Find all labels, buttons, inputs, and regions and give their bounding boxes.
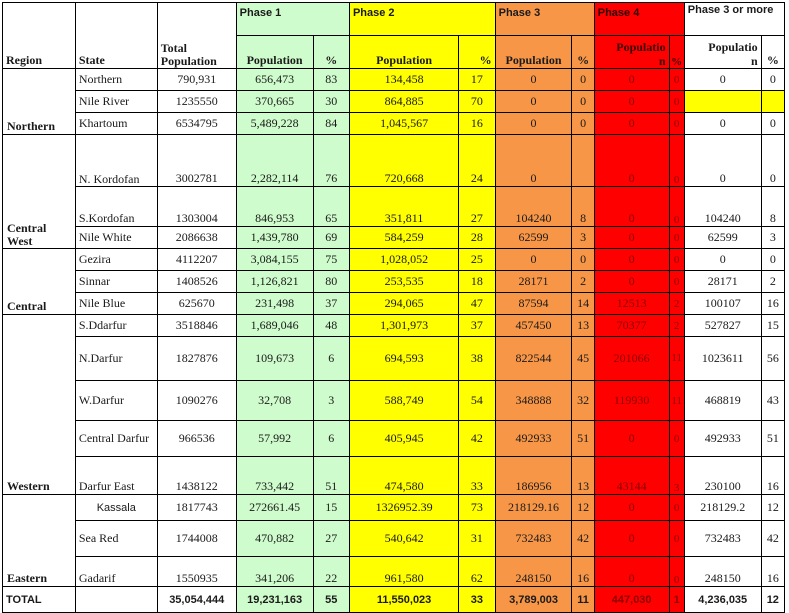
p3-cell: 0: [495, 69, 572, 91]
state-cell: Gadarif: [75, 557, 157, 587]
total-cell: 3002781: [157, 135, 236, 187]
p4-cell: 0: [594, 421, 669, 457]
total-row: [3, 587, 785, 613]
p1-cell: 470,882: [236, 521, 313, 557]
p3plus-cell: 0: [684, 113, 761, 135]
p2-cell: 864,885: [349, 91, 458, 113]
p1-cell: 109,673: [236, 337, 313, 381]
p4-cell: 0: [594, 91, 669, 113]
header-p4-population: [594, 36, 669, 69]
header-p2-pct: %: [459, 36, 495, 69]
p3plus-cell: 0: [684, 135, 761, 187]
p3plus-cell: 1023611: [684, 337, 761, 381]
p4-cell: 70377: [594, 315, 669, 337]
total-cell: 4112207: [157, 249, 236, 271]
p3plus-pct-cell: 15: [761, 315, 784, 337]
p4-pct-cell: 0: [669, 113, 684, 135]
header-p3plus-population-a: Populatio: [708, 40, 758, 54]
p3-pct-cell: 0: [572, 69, 594, 91]
p2-cell: 1,028,052: [349, 249, 458, 271]
p4-cell: 43144: [594, 457, 669, 495]
p3-pct-cell: 2: [572, 271, 594, 293]
p2-cell: 694,593: [349, 337, 458, 381]
p4-pct-cell: 11: [669, 381, 684, 421]
region-central-west: Central West: [3, 135, 76, 249]
region-western: Western: [3, 315, 76, 495]
total-cell: 1438122: [157, 457, 236, 495]
p3-pct-cell: 0: [572, 113, 594, 135]
p3-cell: 248150: [495, 557, 572, 587]
p4-cell: 201066: [594, 337, 669, 381]
total-p1-pct-cell: 55: [313, 587, 349, 613]
p3plus-cell: 0: [684, 249, 761, 271]
p1-cell: 3,084,155: [236, 249, 313, 271]
p3-cell: 87594: [495, 293, 572, 315]
p1-pct-cell: 76: [313, 135, 349, 187]
p1-pct-cell: 69: [313, 227, 349, 249]
p1-pct-cell: 83: [313, 69, 349, 91]
p1-cell: 272661.45: [236, 495, 313, 521]
p3plus-cell: 100107: [684, 293, 761, 315]
total-p1-cell: 19,231,163: [236, 587, 313, 613]
total-p2-cell: 11,550,023: [349, 587, 458, 613]
header-p3plus-population: [684, 36, 761, 69]
table-row: [3, 557, 785, 587]
total-total-cell: 35,054,444: [157, 587, 236, 613]
table-row: [3, 91, 785, 113]
total-cell: 1408526: [157, 271, 236, 293]
state-cell: Sea Red: [75, 521, 157, 557]
p2-cell: 720,668: [349, 135, 458, 187]
p1-cell: 1,126,821: [236, 271, 313, 293]
p4-cell: 119930: [594, 381, 669, 421]
p3plus-pct-cell: 0: [761, 113, 784, 135]
table-row: [3, 227, 785, 249]
p3plus-cell: 230100: [684, 457, 761, 495]
p3-pct-cell: 3: [572, 227, 594, 249]
table-row: [3, 421, 785, 457]
p2-cell: 1,301,973: [349, 315, 458, 337]
p3plus-pct-cell: 12: [761, 495, 784, 521]
p3-pct-cell: 0: [572, 91, 594, 113]
header-phase2: Phase 2: [349, 3, 495, 36]
state-cell: Kassala: [75, 495, 157, 521]
table-row: [3, 457, 785, 495]
table-row: [3, 315, 785, 337]
p3-cell: 492933: [495, 421, 572, 457]
p3-cell: 0: [495, 113, 572, 135]
p2-pct-cell: 18: [459, 271, 495, 293]
p1-pct-cell: 30: [313, 91, 349, 113]
total-cell: 625670: [157, 293, 236, 315]
p2-pct-cell: 31: [459, 521, 495, 557]
p3-pct-cell: 8: [572, 187, 594, 227]
p2-cell: 294,065: [349, 293, 458, 315]
p1-pct-cell: 75: [313, 249, 349, 271]
p3plus-pct-cell: 0: [761, 69, 784, 91]
p4-pct-cell: 0: [669, 69, 684, 91]
header-phase3: Phase 3: [495, 3, 594, 36]
p3-pct-cell: 13: [572, 457, 594, 495]
state-cell: Khartoum: [75, 113, 157, 135]
p4-pct-cell: 0: [669, 271, 684, 293]
table-row: [3, 69, 785, 91]
region-northern: Northern: [3, 69, 76, 135]
p2-cell: 351,811: [349, 187, 458, 227]
p1-pct-cell: 84: [313, 113, 349, 135]
p3-cell: 62599: [495, 227, 572, 249]
state-cell: W.Darfur: [75, 381, 157, 421]
p4-pct-cell: 11: [669, 337, 684, 381]
p4-cell: 0: [594, 271, 669, 293]
p2-cell: 134,458: [349, 69, 458, 91]
p1-pct-cell: 37: [313, 293, 349, 315]
p1-pct-cell: 80: [313, 271, 349, 293]
total-p3-cell: 3,789,003: [495, 587, 572, 613]
p3plus-pct-cell: 0: [761, 135, 784, 187]
p3-pct-cell: [572, 135, 594, 187]
p3-pct-cell: 13: [572, 315, 594, 337]
p1-cell: 231,498: [236, 293, 313, 315]
p4-cell: 0: [594, 187, 669, 227]
table-row: [3, 113, 785, 135]
state-cell: Northern: [75, 69, 157, 91]
p3-pct-cell: 12: [572, 495, 594, 521]
p3-pct-cell: 0: [572, 249, 594, 271]
p4-pct-cell: 0: [669, 495, 684, 521]
p4-cell: 0: [594, 113, 669, 135]
total-label: TOTAL: [3, 587, 76, 613]
p3-cell: 0: [495, 249, 572, 271]
p4-cell: 0: [594, 69, 669, 91]
p3plus-cell: 732483: [684, 521, 761, 557]
p4-pct-cell: 2: [669, 293, 684, 315]
p1-cell: 1,439,780: [236, 227, 313, 249]
p2-pct-cell: 62: [459, 557, 495, 587]
p4-pct-cell: 0: [669, 521, 684, 557]
p2-pct-cell: 27: [459, 187, 495, 227]
total-cell: 1303004: [157, 187, 236, 227]
p4-pct-cell: 0: [669, 91, 684, 113]
p3plus-pct-cell: 16: [761, 293, 784, 315]
p4-cell: 0: [594, 249, 669, 271]
p1-cell: 32,708: [236, 381, 313, 421]
p2-cell: 474,580: [349, 457, 458, 495]
p3plus-cell: 248150: [684, 557, 761, 587]
p4-pct-cell: 2: [669, 315, 684, 337]
p3plus-cell: 527827: [684, 315, 761, 337]
table-row: [3, 249, 785, 271]
header-p1-population: Population: [236, 36, 313, 69]
p1-cell: 370,665: [236, 91, 313, 113]
header-p2-population: Population: [349, 36, 458, 69]
p4-cell: 0: [594, 495, 669, 521]
p2-cell: 1,045,567: [349, 113, 458, 135]
p2-pct-cell: 47: [459, 293, 495, 315]
phase-population-table: [2, 2, 785, 613]
p1-pct-cell: 3: [313, 381, 349, 421]
p3-pct-cell: 32: [572, 381, 594, 421]
header-p4-pct: %: [669, 36, 684, 69]
p3-pct-cell: 45: [572, 337, 594, 381]
total-p2-pct-cell: 33: [459, 587, 495, 613]
p2-cell: 540,642: [349, 521, 458, 557]
header-p3plus-population-b: n: [750, 54, 758, 68]
p3-cell: 348888: [495, 381, 572, 421]
total-cell: 2086638: [157, 227, 236, 249]
total-cell: 1817743: [157, 495, 236, 521]
total-p3plus-pct-cell: 12: [761, 587, 784, 613]
header-region: Region: [3, 3, 76, 69]
p3plus-pct-cell: 8: [761, 187, 784, 227]
header-p4-population-a: Populatio: [616, 40, 666, 54]
p1-cell: 57,992: [236, 421, 313, 457]
region-eastern: Eastern: [3, 495, 76, 587]
p3-cell: 28171: [495, 271, 572, 293]
header-phase1: Phase 1: [236, 3, 349, 36]
p3plus-pct-cell: [761, 91, 784, 113]
table-row: [3, 521, 785, 557]
header-total-population: Total Population: [157, 3, 236, 69]
p3plus-pct-cell: 2: [761, 271, 784, 293]
p2-cell: 588,749: [349, 381, 458, 421]
p2-cell: 584,259: [349, 227, 458, 249]
p4-cell: 0: [594, 227, 669, 249]
p4-pct-cell: 0: [669, 135, 684, 187]
p3-cell: 0: [495, 135, 572, 187]
p1-pct-cell: 6: [313, 337, 349, 381]
p3-cell: 822544: [495, 337, 572, 381]
state-cell: Nile White: [75, 227, 157, 249]
p3plus-pct-cell: 16: [761, 557, 784, 587]
total-cell: 1550935: [157, 557, 236, 587]
p1-cell: 5,489,228: [236, 113, 313, 135]
header-p4-population-b: n: [658, 54, 666, 68]
p2-pct-cell: 37: [459, 315, 495, 337]
p3-cell: 218129.16: [495, 495, 572, 521]
p3plus-cell: [684, 91, 761, 113]
p1-pct-cell: 65: [313, 187, 349, 227]
p3plus-cell: 62599: [684, 227, 761, 249]
p2-pct-cell: 25: [459, 249, 495, 271]
total-p3-pct-cell: 11: [572, 587, 594, 613]
p3-cell: 0: [495, 91, 572, 113]
p1-pct-cell: 6: [313, 421, 349, 457]
p3plus-cell: 218129.2: [684, 495, 761, 521]
state-cell: Nile River: [75, 91, 157, 113]
p3plus-pct-cell: 43: [761, 381, 784, 421]
state-cell: Sinnar: [75, 271, 157, 293]
p3-cell: 457450: [495, 315, 572, 337]
p3-pct-cell: 16: [572, 557, 594, 587]
p4-pct-cell: 0: [669, 249, 684, 271]
state-cell: Darfur East: [75, 457, 157, 495]
p4-cell: 0: [594, 557, 669, 587]
p4-pct-cell: 3: [669, 457, 684, 495]
total-state-empty: [75, 587, 157, 613]
p3plus-cell: 468819: [684, 381, 761, 421]
p3-cell: 186956: [495, 457, 572, 495]
state-cell: Gezira: [75, 249, 157, 271]
p1-cell: 2,282,114: [236, 135, 313, 187]
state-cell: S.Kordofan: [75, 187, 157, 227]
p3-pct-cell: 42: [572, 521, 594, 557]
total-p4-pct-cell: 1: [669, 587, 684, 613]
p4-cell: 0: [594, 135, 669, 187]
p1-pct-cell: 22: [313, 557, 349, 587]
header-phase4: Phase 4: [594, 3, 684, 36]
p2-pct-cell: 28: [459, 227, 495, 249]
p1-pct-cell: 27: [313, 521, 349, 557]
p3-pct-cell: 51: [572, 421, 594, 457]
p4-cell: 0: [594, 521, 669, 557]
table-row: [3, 135, 785, 187]
p3plus-cell: 28171: [684, 271, 761, 293]
p2-pct-cell: 33: [459, 457, 495, 495]
state-cell: N. Kordofan: [75, 135, 157, 187]
header-p3-pct: %: [572, 36, 594, 69]
p3plus-pct-cell: 51: [761, 421, 784, 457]
total-cell: 1235550: [157, 91, 236, 113]
p1-pct-cell: 48: [313, 315, 349, 337]
table-row: [3, 187, 785, 227]
p3plus-pct-cell: 0: [761, 249, 784, 271]
p4-cell: 12513: [594, 293, 669, 315]
p3plus-cell: 0: [684, 69, 761, 91]
header-row-top: [3, 3, 785, 36]
p4-pct-cell: 0: [669, 227, 684, 249]
table-row: [3, 495, 785, 521]
p3plus-pct-cell: 42: [761, 521, 784, 557]
p2-pct-cell: 54: [459, 381, 495, 421]
p3-cell: 732483: [495, 521, 572, 557]
p2-pct-cell: 38: [459, 337, 495, 381]
p4-pct-cell: 0: [669, 187, 684, 227]
p2-cell: 253,535: [349, 271, 458, 293]
total-cell: 1090276: [157, 381, 236, 421]
header-state: State: [75, 3, 157, 69]
p2-pct-cell: 73: [459, 495, 495, 521]
state-cell: N.Darfur: [75, 337, 157, 381]
p2-cell: 405,945: [349, 421, 458, 457]
p1-cell: 846,953: [236, 187, 313, 227]
header-p3plus-pct: %: [761, 36, 784, 69]
state-cell: S.Ddarfur: [75, 315, 157, 337]
p3plus-pct-cell: 56: [761, 337, 784, 381]
p3plus-pct-cell: 3: [761, 227, 784, 249]
table-row: [3, 337, 785, 381]
table-row: [3, 271, 785, 293]
p2-pct-cell: 42: [459, 421, 495, 457]
p1-cell: 1,689,046: [236, 315, 313, 337]
p4-pct-cell: 0: [669, 557, 684, 587]
header-p3-population: Population: [495, 36, 572, 69]
p2-pct-cell: 24: [459, 135, 495, 187]
p1-pct-cell: 51: [313, 457, 349, 495]
total-cell: 790,931: [157, 69, 236, 91]
p1-pct-cell: 15: [313, 495, 349, 521]
header-phase3plus: Phase 3 or more: [684, 3, 784, 36]
table-row: [3, 381, 785, 421]
p4-pct-cell: 0: [669, 421, 684, 457]
total-cell: 1744008: [157, 521, 236, 557]
table-row: [3, 293, 785, 315]
total-cell: 3518846: [157, 315, 236, 337]
total-cell: 1827876: [157, 337, 236, 381]
state-cell: Central Darfur: [75, 421, 157, 457]
p3plus-cell: 492933: [684, 421, 761, 457]
p2-pct-cell: 70: [459, 91, 495, 113]
p2-pct-cell: 17: [459, 69, 495, 91]
total-p3plus-cell: 4,236,035: [684, 587, 761, 613]
p1-cell: 341,206: [236, 557, 313, 587]
p3plus-pct-cell: 16: [761, 457, 784, 495]
p2-pct-cell: 16: [459, 113, 495, 135]
total-cell: 6534795: [157, 113, 236, 135]
header-p1-pct: %: [313, 36, 349, 69]
state-cell: Nile Blue: [75, 293, 157, 315]
total-cell: 966536: [157, 421, 236, 457]
p3plus-cell: 104240: [684, 187, 761, 227]
total-p4-cell: 447,030: [594, 587, 669, 613]
p2-cell: 1326952.39: [349, 495, 458, 521]
p1-cell: 656,473: [236, 69, 313, 91]
p3-pct-cell: 14: [572, 293, 594, 315]
region-central: Central: [3, 249, 76, 315]
p1-cell: 733,442: [236, 457, 313, 495]
p2-cell: 961,580: [349, 557, 458, 587]
p3-cell: 104240: [495, 187, 572, 227]
